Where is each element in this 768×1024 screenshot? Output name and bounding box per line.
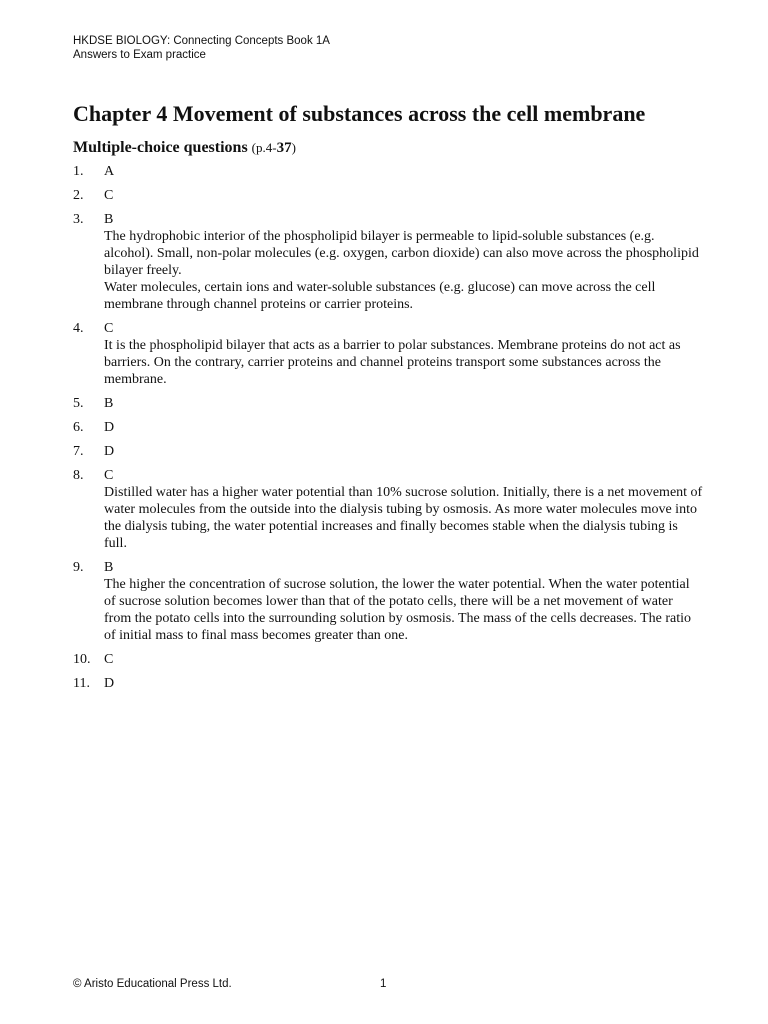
page-header xyxy=(73,34,330,62)
answer-explanation: Water molecules, certain ions and water-soluble substances (e.g. glucose) can move across the cell membrane through channel proteins or carrier proteins. xyxy=(104,280,656,312)
page-ref-suffix: ) xyxy=(291,140,296,155)
copyright-notice: © Aristo Educational Press Ltd. xyxy=(73,978,232,990)
answer-body xyxy=(104,320,703,388)
section-heading xyxy=(73,137,296,159)
answer-letter: A xyxy=(104,164,115,179)
question-number: 5. xyxy=(73,396,84,411)
answer-letter: D xyxy=(104,420,115,435)
answer-letter: D xyxy=(104,676,115,691)
answer-body xyxy=(104,467,703,552)
answer-body xyxy=(104,559,703,644)
page-number: 1 xyxy=(380,978,387,990)
answer-letter: C xyxy=(104,321,114,336)
section-heading-text: Multiple-choice questions xyxy=(73,139,248,156)
answer-item xyxy=(73,163,703,180)
header-book-title: HKDSE BIOLOGY: Connecting Concepts Book 1A xyxy=(73,35,330,47)
answer-item xyxy=(73,675,703,692)
answer-item xyxy=(73,211,703,313)
answer-explanation: The higher the concentration of sucrose solution, the lower the water potential. When the water potential of sucrose solution becomes lower than that of the potato cells, there will be a net movement of water from the potato cells into the surrounding solution by osmosis. The mass of the cells decreases. The ratio of initial mass to final mass becomes greater than one. xyxy=(104,577,691,643)
answer-letter: B xyxy=(104,212,114,227)
answer-body xyxy=(104,651,703,668)
answer-body xyxy=(104,419,703,436)
header-subtitle: Answers to Exam practice xyxy=(73,49,206,61)
question-number: 11. xyxy=(73,676,90,691)
answer-item xyxy=(73,187,703,204)
answer-item xyxy=(73,443,703,460)
answer-item xyxy=(73,419,703,436)
page-footer xyxy=(73,977,693,991)
answer-body xyxy=(104,395,703,412)
answer-item xyxy=(73,651,703,668)
answer-item xyxy=(73,320,703,388)
page-ref-prefix: (p.4- xyxy=(251,140,277,155)
question-number: 10. xyxy=(73,652,91,667)
answer-body xyxy=(104,443,703,460)
answer-letter: C xyxy=(104,188,114,203)
answer-body xyxy=(104,211,703,313)
answer-body xyxy=(104,163,703,180)
answer-letter: D xyxy=(104,444,115,459)
answer-item xyxy=(73,467,703,552)
answer-explanation: Distilled water has a higher water potential than 10% sucrose solution. Initially, there is a net movement of water molecules from the outside into the dialysis tubing by osmosis. As more water molecules move into the dialysis tubing, the water potential increases and finally becomes stable when the dialysis tubing is full. xyxy=(104,485,703,551)
question-number: 4. xyxy=(73,321,84,336)
chapter-title: Chapter 4 Movement of substances across the cell membrane xyxy=(73,101,646,126)
question-number: 7. xyxy=(73,444,84,459)
question-number: 6. xyxy=(73,420,84,435)
answer-body xyxy=(104,675,703,692)
answer-explanation: The hydrophobic interior of the phospholipid bilayer is permeable to lipid-soluble substances (e.g. alcohol). Small, non-polar molecules (e.g. oxygen, carbon dioxide) can also move across the phospholipid bilayer freely. xyxy=(104,229,699,278)
answer-list xyxy=(73,163,703,699)
answer-letter: C xyxy=(104,468,114,483)
answer-item xyxy=(73,559,703,644)
answer-letter: C xyxy=(104,652,114,667)
section-page-reference xyxy=(252,140,296,155)
answer-explanation: It is the phospholipid bilayer that acts as a barrier to polar substances. Membrane proteins do not act as barriers. On the contrary, carrier proteins and channel proteins transport some substances across the membrane. xyxy=(104,338,681,387)
answer-letter: B xyxy=(104,560,114,575)
answer-item xyxy=(73,395,703,412)
question-number: 2. xyxy=(73,188,84,203)
answer-letter: B xyxy=(104,396,114,411)
answer-body xyxy=(104,187,703,204)
question-number: 3. xyxy=(73,212,84,227)
question-number: 9. xyxy=(73,560,84,575)
question-number: 1. xyxy=(73,164,84,179)
page-ref-number: 37 xyxy=(276,140,292,156)
question-number: 8. xyxy=(73,468,84,483)
